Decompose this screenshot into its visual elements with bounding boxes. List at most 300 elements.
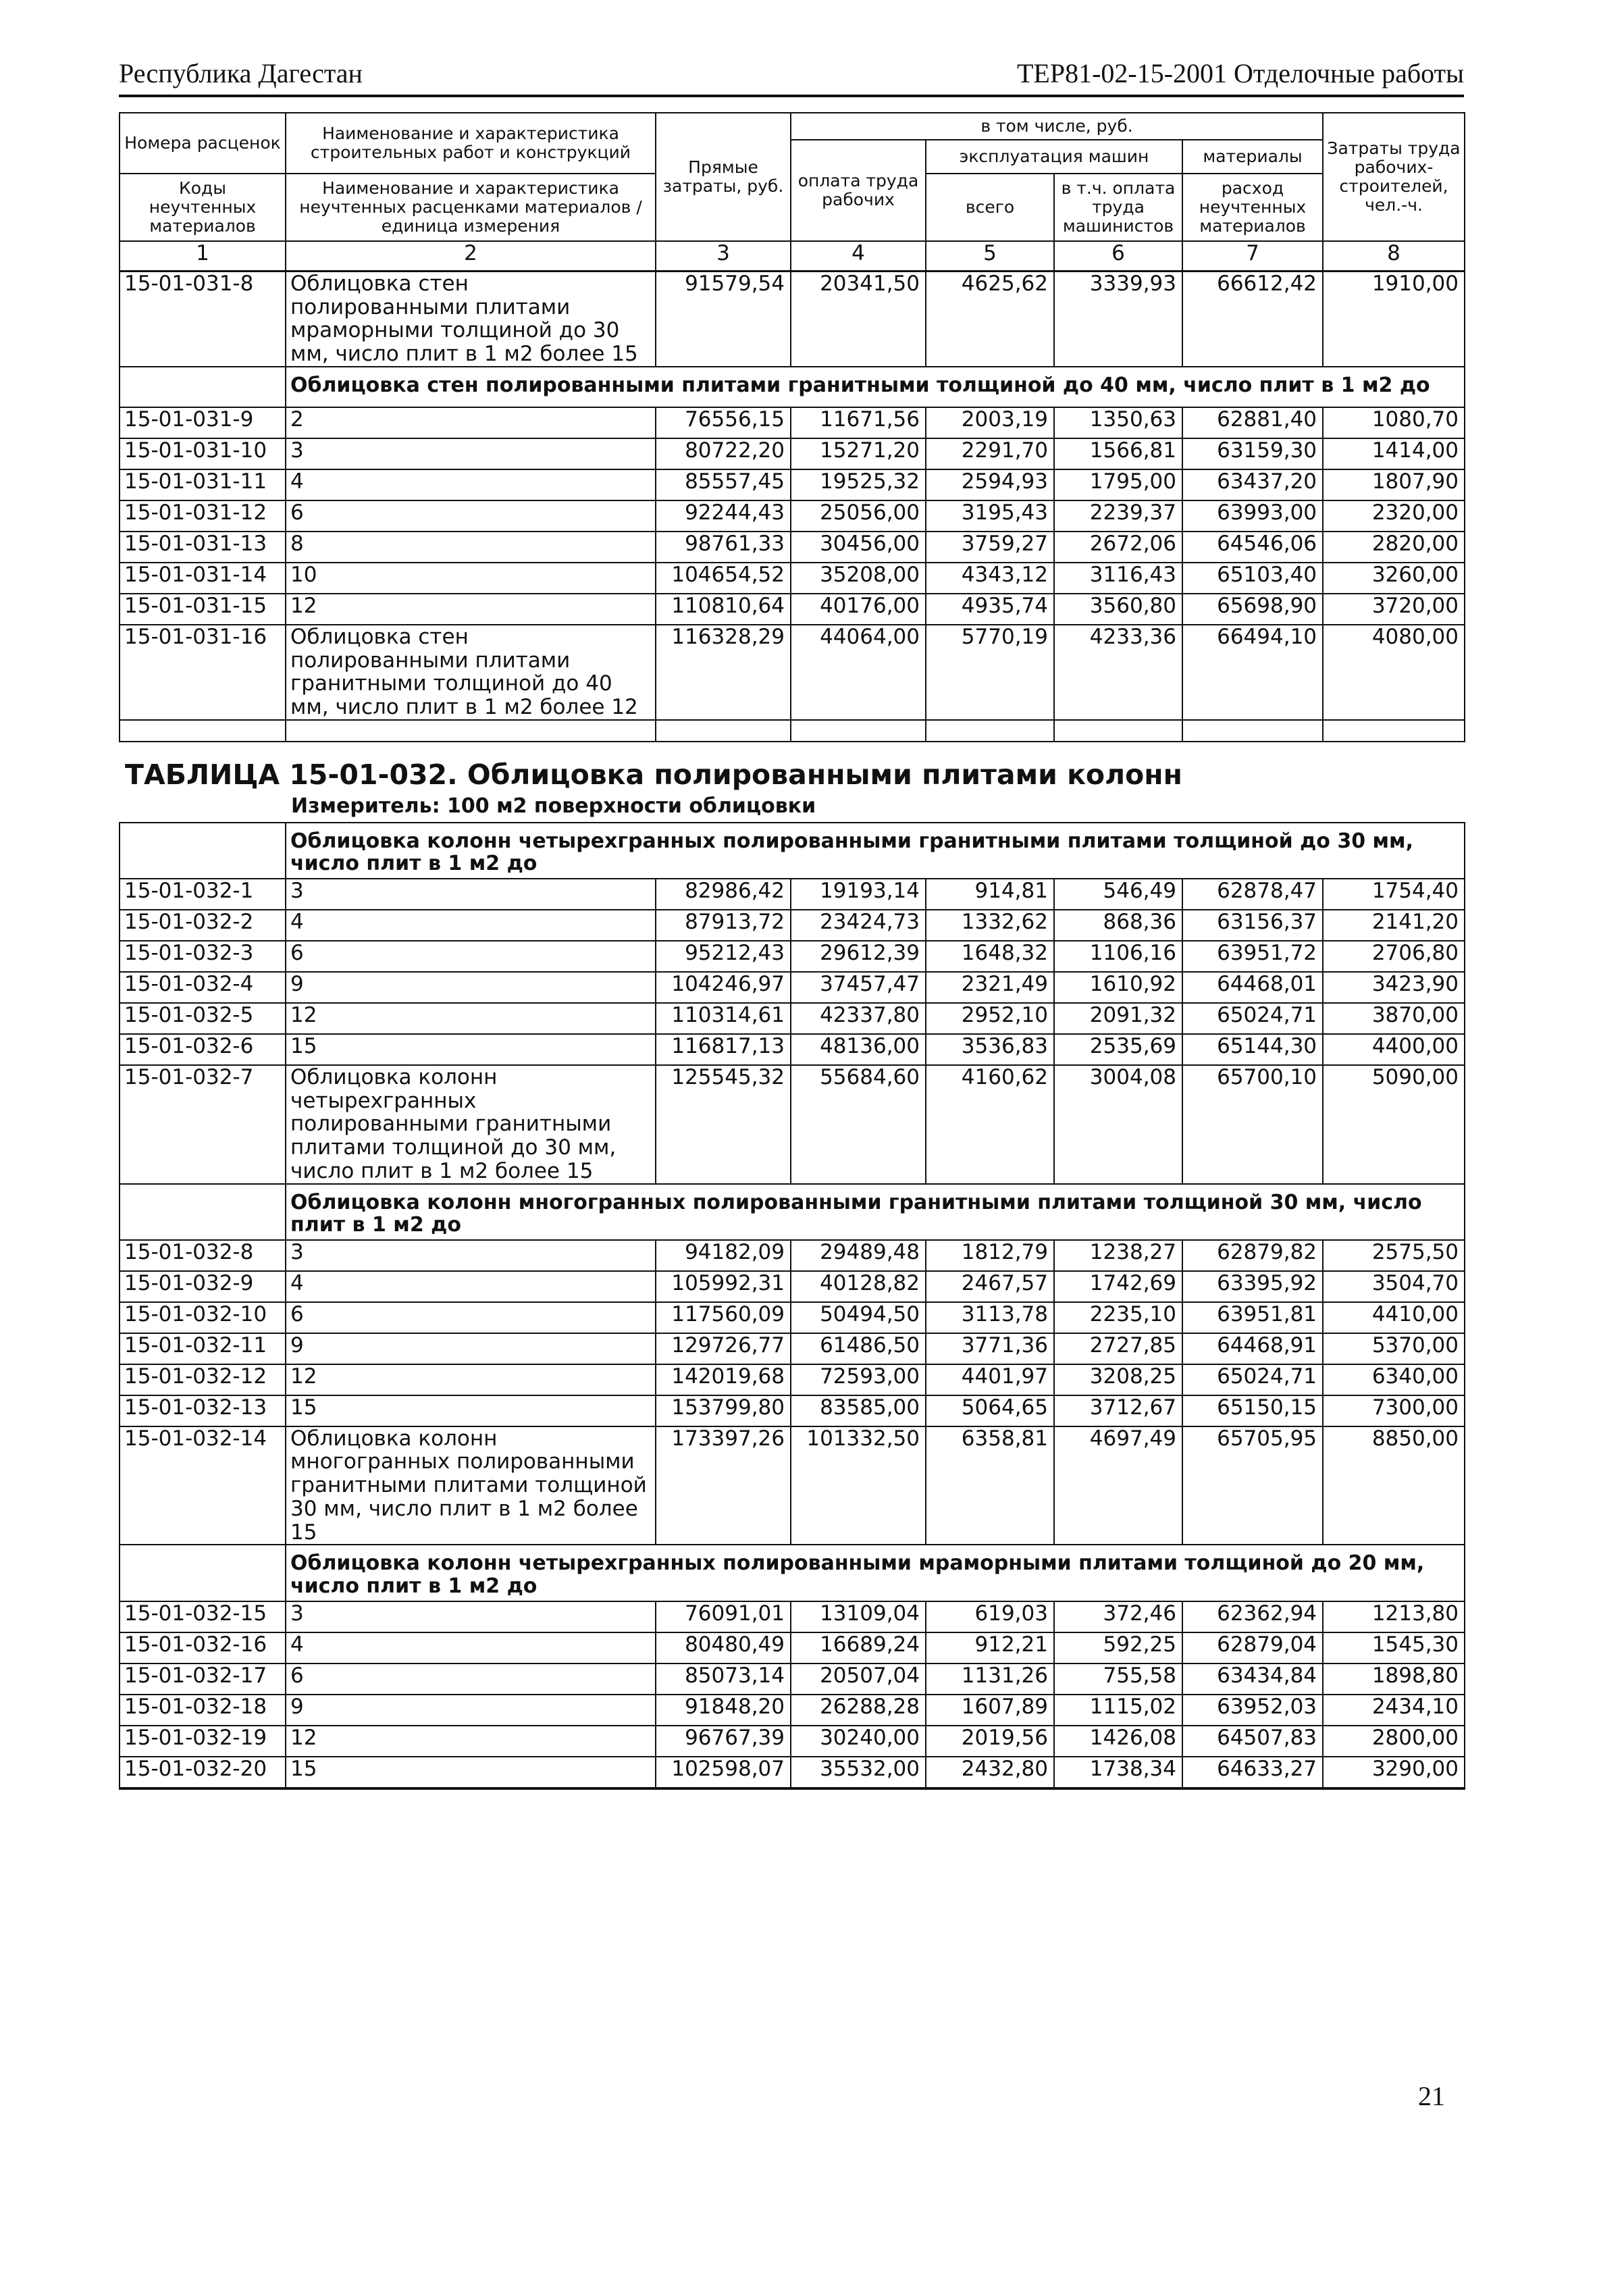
- materials-value: 63952,03: [1182, 1695, 1323, 1726]
- machinist-pay-value: 3004,08: [1054, 1065, 1182, 1184]
- labor-hours-value: 1213,80: [1323, 1601, 1465, 1632]
- rate-code: 15-01-032-10: [120, 1302, 286, 1333]
- rate-description: 3: [286, 438, 656, 469]
- machines-total-value: 4343,12: [926, 563, 1054, 594]
- rate-description: 9: [286, 972, 656, 1003]
- direct-costs-value: 85073,14: [656, 1663, 791, 1695]
- materials-value: 64546,06: [1182, 532, 1323, 563]
- rates-table-wrapper: [119, 112, 1464, 1790]
- labor-hours-value: 2320,00: [1323, 500, 1465, 532]
- table-title-row: [120, 742, 1465, 795]
- rate-code: 15-01-032-4: [120, 972, 286, 1003]
- rate-description: 15: [286, 1034, 656, 1065]
- direct-costs-value: 94182,09: [656, 1240, 791, 1271]
- materials-value: 64507,83: [1182, 1726, 1323, 1757]
- rate-code: 15-01-031-11: [120, 469, 286, 500]
- direct-costs-value: 117560,09: [656, 1302, 791, 1333]
- rate-description: 3: [286, 1601, 656, 1632]
- machinist-pay-value: 755,58: [1054, 1663, 1182, 1695]
- col-header-machinist-pay: в т.ч. оплата труда машинистов: [1054, 174, 1182, 241]
- worker-pay-value: 55684,60: [791, 1065, 926, 1184]
- machines-total-value: 1332,62: [926, 910, 1054, 941]
- group-title: Облицовка колонн четырехгранных полированными мраморными плитами толщиной до 20 мм, число плит в 1 м2 до: [286, 1545, 1465, 1601]
- direct-costs-value: 91579,54: [656, 272, 791, 367]
- machines-total-value: 2019,56: [926, 1726, 1054, 1757]
- rate-description: 15: [286, 1395, 656, 1426]
- table-row: [120, 563, 1465, 594]
- worker-pay-value: 35532,00: [791, 1757, 926, 1788]
- table-row: [120, 1395, 1465, 1426]
- labor-hours-value: 7300,00: [1323, 1395, 1465, 1426]
- group-row: [120, 823, 1465, 879]
- direct-costs-value: 96767,39: [656, 1726, 791, 1757]
- worker-pay-value: 15271,20: [791, 438, 926, 469]
- col-header-codes-bottom: Коды неучтенных материалов: [120, 174, 286, 241]
- rate-code: 15-01-032-13: [120, 1395, 286, 1426]
- col-header-materials: материалы: [1182, 140, 1323, 174]
- direct-costs-value: 116817,13: [656, 1034, 791, 1065]
- rate-code: 15-01-032-19: [120, 1726, 286, 1757]
- table-row: [120, 500, 1465, 532]
- materials-value: 66494,10: [1182, 625, 1323, 720]
- table-row: [120, 438, 1465, 469]
- worker-pay-value: 16689,24: [791, 1632, 926, 1663]
- rate-code: 15-01-032-15: [120, 1601, 286, 1632]
- direct-costs-value: 91848,20: [656, 1695, 791, 1726]
- rate-description: 12: [286, 594, 656, 625]
- machinist-pay-value: 592,25: [1054, 1632, 1182, 1663]
- column-number: 5: [926, 241, 1054, 272]
- table-row: [120, 1065, 1465, 1184]
- labor-hours-value: 3870,00: [1323, 1003, 1465, 1034]
- group-row: [120, 1545, 1465, 1601]
- col-header-name-bottom: Наименование и характеристика неучтенных расценками материалов / единица измерения: [286, 174, 656, 241]
- machinist-pay-value: 1350,63: [1054, 407, 1182, 438]
- materials-value: 65024,71: [1182, 1003, 1323, 1034]
- rate-description: 8: [286, 532, 656, 563]
- labor-hours-value: 1080,70: [1323, 407, 1465, 438]
- labor-hours-value: 8850,00: [1323, 1426, 1465, 1545]
- materials-value: 62879,04: [1182, 1632, 1323, 1663]
- machines-total-value: 3195,43: [926, 500, 1054, 532]
- rate-description: 4: [286, 469, 656, 500]
- machines-total-value: 5064,65: [926, 1395, 1054, 1426]
- rate-code: 15-01-032-6: [120, 1034, 286, 1065]
- page-header: [119, 53, 1464, 97]
- column-number: 2: [286, 241, 656, 272]
- direct-costs-value: 173397,26: [656, 1426, 791, 1545]
- table-row: [120, 1663, 1465, 1695]
- direct-costs-value: 85557,45: [656, 469, 791, 500]
- table-row: [120, 1364, 1465, 1395]
- rate-code: 15-01-031-14: [120, 563, 286, 594]
- machinist-pay-value: 2239,37: [1054, 500, 1182, 532]
- machinist-pay-value: 3560,80: [1054, 594, 1182, 625]
- machines-total-value: 4160,62: [926, 1065, 1054, 1184]
- materials-value: 63993,00: [1182, 500, 1323, 532]
- labor-hours-value: 1414,00: [1323, 438, 1465, 469]
- labor-hours-value: 3290,00: [1323, 1757, 1465, 1788]
- rate-description: 6: [286, 500, 656, 532]
- direct-costs-value: 116328,29: [656, 625, 791, 720]
- labor-hours-value: 5370,00: [1323, 1333, 1465, 1364]
- col-header-machines-total: всего: [926, 174, 1054, 241]
- materials-value: 65705,95: [1182, 1426, 1323, 1545]
- worker-pay-value: 48136,00: [791, 1034, 926, 1065]
- measure-blank: [120, 795, 286, 823]
- materials-value: 62362,94: [1182, 1601, 1323, 1632]
- table-row: [120, 1003, 1465, 1034]
- col-header-unaccounted-materials: расход неучтенных материалов: [1182, 174, 1323, 241]
- worker-pay-value: 20341,50: [791, 272, 926, 367]
- table-title: ТАБЛИЦА 15-01-032. Облицовка полированными плитами колонн: [120, 742, 1465, 795]
- rate-description: 6: [286, 1302, 656, 1333]
- direct-costs-value: 142019,68: [656, 1364, 791, 1395]
- group-title: Облицовка стен полированными плитами гранитными толщиной до 40 мм, число плит в 1 м2 до: [286, 367, 1465, 407]
- rate-code: 15-01-031-13: [120, 532, 286, 563]
- worker-pay-value: 19525,32: [791, 469, 926, 500]
- direct-costs-value: 98761,33: [656, 532, 791, 563]
- rate-code: 15-01-032-2: [120, 910, 286, 941]
- rate-description: 6: [286, 1663, 656, 1695]
- worker-pay-value: 26288,28: [791, 1695, 926, 1726]
- worker-pay-value: 29612,39: [791, 941, 926, 972]
- rate-description: 3: [286, 879, 656, 910]
- machines-total-value: 2291,70: [926, 438, 1054, 469]
- machinist-pay-value: 1106,16: [1054, 941, 1182, 972]
- direct-costs-value: 102598,07: [656, 1757, 791, 1788]
- rate-code: 15-01-032-8: [120, 1240, 286, 1271]
- header-region: Республика Дагестан: [119, 58, 363, 88]
- worker-pay-value: 25056,00: [791, 500, 926, 532]
- rate-code: 15-01-032-7: [120, 1065, 286, 1184]
- worker-pay-value: 44064,00: [791, 625, 926, 720]
- worker-pay-value: 101332,50: [791, 1426, 926, 1545]
- spacer-cell: [656, 720, 791, 742]
- rate-code: 15-01-032-14: [120, 1426, 286, 1545]
- rate-description: 10: [286, 563, 656, 594]
- machinist-pay-value: 2535,69: [1054, 1034, 1182, 1065]
- group-row-blank: [120, 367, 286, 407]
- table-row: [120, 1426, 1465, 1545]
- worker-pay-value: 35208,00: [791, 563, 926, 594]
- group-row-blank: [120, 1184, 286, 1240]
- group-title: Облицовка колонн многогранных полированными гранитными плитами толщиной 30 мм, число плит в 1 м2 до: [286, 1184, 1465, 1240]
- machinist-pay-value: 868,36: [1054, 910, 1182, 941]
- rate-code: 15-01-032-9: [120, 1271, 286, 1302]
- machinist-pay-value: 1115,02: [1054, 1695, 1182, 1726]
- materials-value: 63951,81: [1182, 1302, 1323, 1333]
- table-measure-unit: Измеритель: 100 м2 поверхности облицовки: [286, 795, 1465, 823]
- table-row: [120, 1632, 1465, 1663]
- col-header-labor-hours: Затраты труда рабочих-строителей, чел.-ч.: [1323, 113, 1465, 241]
- labor-hours-value: 1545,30: [1323, 1632, 1465, 1663]
- machinist-pay-value: 3208,25: [1054, 1364, 1182, 1395]
- materials-value: 63434,84: [1182, 1663, 1323, 1695]
- labor-hours-value: 1807,90: [1323, 469, 1465, 500]
- machinist-pay-value: 1566,81: [1054, 438, 1182, 469]
- direct-costs-value: 95212,43: [656, 941, 791, 972]
- table-row: [120, 1271, 1465, 1302]
- worker-pay-value: 19193,14: [791, 879, 926, 910]
- table-body: [120, 272, 1465, 1788]
- direct-costs-value: 110314,61: [656, 1003, 791, 1034]
- rate-code: 15-01-031-10: [120, 438, 286, 469]
- machinist-pay-value: 1426,08: [1054, 1726, 1182, 1757]
- worker-pay-value: 42337,80: [791, 1003, 926, 1034]
- direct-costs-value: 104654,52: [656, 563, 791, 594]
- direct-costs-value: 82986,42: [656, 879, 791, 910]
- materials-value: 65698,90: [1182, 594, 1323, 625]
- table-row: [120, 532, 1465, 563]
- machines-total-value: 5770,19: [926, 625, 1054, 720]
- machines-total-value: 3113,78: [926, 1302, 1054, 1333]
- machines-total-value: 2432,80: [926, 1757, 1054, 1788]
- rates-table: [119, 112, 1465, 1790]
- table-row: [120, 594, 1465, 625]
- worker-pay-value: 13109,04: [791, 1601, 926, 1632]
- table-row: [120, 625, 1465, 720]
- table-row: [120, 272, 1465, 367]
- machines-total-value: 2952,10: [926, 1003, 1054, 1034]
- materials-value: 65103,40: [1182, 563, 1323, 594]
- rate-description: 4: [286, 910, 656, 941]
- labor-hours-value: 2141,20: [1323, 910, 1465, 941]
- materials-value: 62881,40: [1182, 407, 1323, 438]
- rate-description: 15: [286, 1757, 656, 1788]
- machinist-pay-value: 372,46: [1054, 1601, 1182, 1632]
- column-number: 1: [120, 241, 286, 272]
- column-number: 8: [1323, 241, 1465, 272]
- table-row: [120, 941, 1465, 972]
- worker-pay-value: 83585,00: [791, 1395, 926, 1426]
- measure-row: [120, 795, 1465, 823]
- group-row: [120, 367, 1465, 407]
- materials-value: 63395,92: [1182, 1271, 1323, 1302]
- rate-description: 9: [286, 1333, 656, 1364]
- materials-value: 62879,82: [1182, 1240, 1323, 1271]
- table-row: [120, 879, 1465, 910]
- table-row: [120, 1695, 1465, 1726]
- worker-pay-value: 29489,48: [791, 1240, 926, 1271]
- materials-value: 63156,37: [1182, 910, 1323, 941]
- machinist-pay-value: 2727,85: [1054, 1333, 1182, 1364]
- labor-hours-value: 2706,80: [1323, 941, 1465, 972]
- rate-code: 15-01-031-12: [120, 500, 286, 532]
- direct-costs-value: 76556,15: [656, 407, 791, 438]
- worker-pay-value: 20507,04: [791, 1663, 926, 1695]
- labor-hours-value: 6340,00: [1323, 1364, 1465, 1395]
- labor-hours-value: 2800,00: [1323, 1726, 1465, 1757]
- group-row: [120, 1184, 1465, 1240]
- rate-description: 12: [286, 1364, 656, 1395]
- table-head: [120, 113, 1465, 272]
- column-number: 6: [1054, 241, 1182, 272]
- labor-hours-value: 3260,00: [1323, 563, 1465, 594]
- col-header-name-top: Наименование и характеристика строительных работ и конструкций: [286, 113, 656, 174]
- worker-pay-value: 72593,00: [791, 1364, 926, 1395]
- materials-value: 65144,30: [1182, 1034, 1323, 1065]
- materials-value: 63951,72: [1182, 941, 1323, 972]
- machines-total-value: 4625,62: [926, 272, 1054, 367]
- column-number-row: [120, 241, 1465, 272]
- direct-costs-value: 129726,77: [656, 1333, 791, 1364]
- rate-description: 6: [286, 941, 656, 972]
- machines-total-value: 4935,74: [926, 594, 1054, 625]
- direct-costs-value: 87913,72: [656, 910, 791, 941]
- spacer-cell: [926, 720, 1054, 742]
- spacer-cell: [791, 720, 926, 742]
- materials-value: 65024,71: [1182, 1364, 1323, 1395]
- worker-pay-value: 30240,00: [791, 1726, 926, 1757]
- col-header-worker-pay: оплата труда рабочих: [791, 140, 926, 241]
- machinist-pay-value: 1795,00: [1054, 469, 1182, 500]
- machines-total-value: 1131,26: [926, 1663, 1054, 1695]
- group-row-blank: [120, 1545, 286, 1601]
- worker-pay-value: 37457,47: [791, 972, 926, 1003]
- worker-pay-value: 30456,00: [791, 532, 926, 563]
- rate-code: 15-01-032-1: [120, 879, 286, 910]
- col-header-codes-top: Номера расценок: [120, 113, 286, 174]
- machinist-pay-value: 1610,92: [1054, 972, 1182, 1003]
- machines-total-value: 912,21: [926, 1632, 1054, 1663]
- rate-code: 15-01-031-8: [120, 272, 286, 367]
- machines-total-value: 3536,83: [926, 1034, 1054, 1065]
- machinist-pay-value: 2091,32: [1054, 1003, 1182, 1034]
- labor-hours-value: 3504,70: [1323, 1271, 1465, 1302]
- worker-pay-value: 11671,56: [791, 407, 926, 438]
- labor-hours-value: 2820,00: [1323, 532, 1465, 563]
- table-row: [120, 910, 1465, 941]
- labor-hours-value: 1910,00: [1323, 272, 1465, 367]
- rate-code: 15-01-032-16: [120, 1632, 286, 1663]
- spacer-cell: [1323, 720, 1465, 742]
- rate-description: 4: [286, 1632, 656, 1663]
- direct-costs-value: 105992,31: [656, 1271, 791, 1302]
- rate-code: 15-01-031-15: [120, 594, 286, 625]
- machinist-pay-value: 4697,49: [1054, 1426, 1182, 1545]
- machinist-pay-value: 3712,67: [1054, 1395, 1182, 1426]
- worker-pay-value: 23424,73: [791, 910, 926, 941]
- direct-costs-value: 80480,49: [656, 1632, 791, 1663]
- spacer-cell: [1182, 720, 1323, 742]
- rate-code: 15-01-032-12: [120, 1364, 286, 1395]
- rate-code: 15-01-032-3: [120, 941, 286, 972]
- direct-costs-value: 110810,64: [656, 594, 791, 625]
- group-title: Облицовка колонн четырехгранных полированными гранитными плитами толщиной до 30 мм, число плит в 1 м2 до: [286, 823, 1465, 879]
- machinist-pay-value: 2235,10: [1054, 1302, 1182, 1333]
- rate-description: 4: [286, 1271, 656, 1302]
- machines-total-value: 2321,49: [926, 972, 1054, 1003]
- direct-costs-value: 153799,80: [656, 1395, 791, 1426]
- rate-code: 15-01-031-9: [120, 407, 286, 438]
- direct-costs-value: 76091,01: [656, 1601, 791, 1632]
- labor-hours-value: 3720,00: [1323, 594, 1465, 625]
- machines-total-value: 619,03: [926, 1601, 1054, 1632]
- machines-total-value: 2467,57: [926, 1271, 1054, 1302]
- rate-description: 3: [286, 1240, 656, 1271]
- direct-costs-value: 80722,20: [656, 438, 791, 469]
- machinist-pay-value: 546,49: [1054, 879, 1182, 910]
- direct-costs-value: 92244,43: [656, 500, 791, 532]
- machines-total-value: 6358,81: [926, 1426, 1054, 1545]
- machinist-pay-value: 1238,27: [1054, 1240, 1182, 1271]
- col-header-machines: эксплуатация машин: [926, 140, 1182, 174]
- table-row: [120, 972, 1465, 1003]
- column-number: 3: [656, 241, 791, 272]
- materials-value: 65700,10: [1182, 1065, 1323, 1184]
- labor-hours-value: 2434,10: [1323, 1695, 1465, 1726]
- machines-total-value: 3759,27: [926, 532, 1054, 563]
- machinist-pay-value: 2672,06: [1054, 532, 1182, 563]
- rate-description: 2: [286, 407, 656, 438]
- machines-total-value: 1607,89: [926, 1695, 1054, 1726]
- machines-total-value: 3771,36: [926, 1333, 1054, 1364]
- table-row: [120, 1034, 1465, 1065]
- spacer-cell: [120, 720, 286, 742]
- machines-total-value: 1812,79: [926, 1240, 1054, 1271]
- labor-hours-value: 4080,00: [1323, 625, 1465, 720]
- spacer-cell: [1054, 720, 1182, 742]
- worker-pay-value: 50494,50: [791, 1302, 926, 1333]
- machines-total-value: 4401,97: [926, 1364, 1054, 1395]
- col-header-direct-costs: Прямые затраты, руб.: [656, 113, 791, 241]
- materials-value: 66612,42: [1182, 272, 1323, 367]
- machines-total-value: 2003,19: [926, 407, 1054, 438]
- materials-value: 63159,30: [1182, 438, 1323, 469]
- rate-description: Облицовка стен полированными плитами гранитными толщиной до 40 мм, число плит в 1 м2 более 12: [286, 625, 656, 720]
- table-row: [120, 1601, 1465, 1632]
- materials-value: 64633,27: [1182, 1757, 1323, 1788]
- machinist-pay-value: 4233,36: [1054, 625, 1182, 720]
- rate-code: 15-01-032-11: [120, 1333, 286, 1364]
- worker-pay-value: 40128,82: [791, 1271, 926, 1302]
- machinist-pay-value: 1738,34: [1054, 1757, 1182, 1788]
- materials-value: 65150,15: [1182, 1395, 1323, 1426]
- group-row-blank: [120, 823, 286, 879]
- rate-code: 15-01-032-17: [120, 1663, 286, 1695]
- labor-hours-value: 4400,00: [1323, 1034, 1465, 1065]
- spacer-row: [120, 720, 1465, 742]
- rate-description: Облицовка стен полированными плитами мраморными толщиной до 30 мм, число плит в 1 м2 более 15: [286, 272, 656, 367]
- rate-description: 12: [286, 1726, 656, 1757]
- direct-costs-value: 125545,32: [656, 1065, 791, 1184]
- table-row: [120, 1240, 1465, 1271]
- table-row: [120, 1726, 1465, 1757]
- rate-description: 12: [286, 1003, 656, 1034]
- labor-hours-value: 4410,00: [1323, 1302, 1465, 1333]
- rate-code: 15-01-032-18: [120, 1695, 286, 1726]
- rate-code: 15-01-032-5: [120, 1003, 286, 1034]
- worker-pay-value: 61486,50: [791, 1333, 926, 1364]
- materials-value: 64468,91: [1182, 1333, 1323, 1364]
- column-number: 7: [1182, 241, 1323, 272]
- table-row: [120, 469, 1465, 500]
- table-row: [120, 407, 1465, 438]
- labor-hours-value: 1754,40: [1323, 879, 1465, 910]
- machines-total-value: 1648,32: [926, 941, 1054, 972]
- page-number: 21: [1418, 2081, 1445, 2111]
- labor-hours-value: 3423,90: [1323, 972, 1465, 1003]
- rate-code: 15-01-031-16: [120, 625, 286, 720]
- direct-costs-value: 104246,97: [656, 972, 791, 1003]
- worker-pay-value: 40176,00: [791, 594, 926, 625]
- machinist-pay-value: 3116,43: [1054, 563, 1182, 594]
- col-header-including: в том числе, руб.: [791, 113, 1323, 140]
- machines-total-value: 2594,93: [926, 469, 1054, 500]
- materials-value: 62878,47: [1182, 879, 1323, 910]
- materials-value: 63437,20: [1182, 469, 1323, 500]
